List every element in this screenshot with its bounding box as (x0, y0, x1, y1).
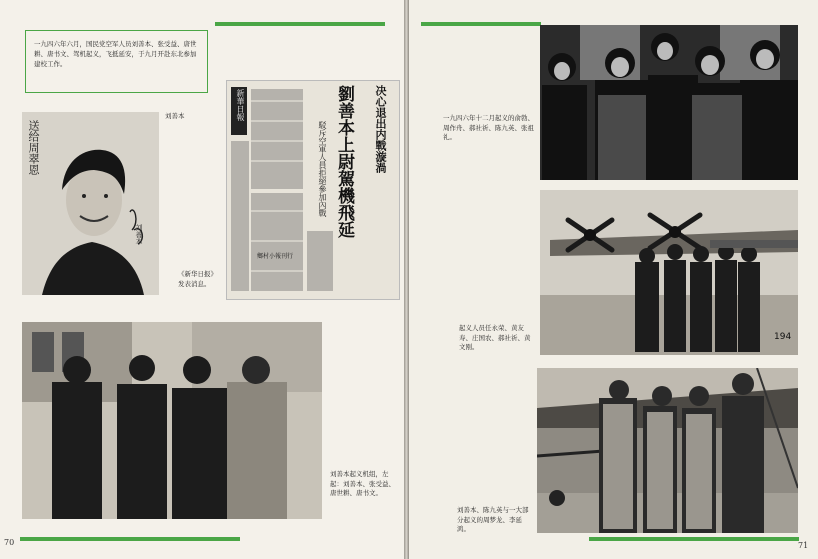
defectors-caption: 一九四六年十二月起义的俞勃、周作舟、郝社祈、陈九英、张祖礼。 (443, 114, 534, 141)
crew-group-drawing (22, 322, 322, 519)
intro-note-text: 一九四六年六月，国民党空军人员刘善本、张受益、唐世耕、唐书文、驾机起义，飞抵延安，于九月开赴东北参加建校工作。 (34, 40, 197, 68)
portrait-signature: 刘善本 (135, 224, 143, 245)
left-green-rule (215, 22, 385, 26)
left-page-number: 70 (4, 538, 15, 547)
newspaper-subheadline: 駁斥空軍人員拒絕參加內戰 (318, 121, 327, 217)
defectors-group-drawing (540, 25, 798, 180)
portrait-inscription: 送给周翠恩 (27, 120, 40, 175)
defectors-group-photo (540, 25, 798, 180)
left-bottom-rule (20, 537, 240, 541)
newspaper-caption: 《新华日报》发表消息。 (178, 270, 217, 288)
newspaper-sub-item: 鄉村小報刊行 (257, 253, 294, 260)
left-page (0, 0, 404, 559)
portrait-caption: 刘善本 (165, 112, 185, 120)
portrait-drawing (22, 112, 159, 295)
newspaper-masthead: 新華日報 (236, 89, 245, 121)
intro-note-box (25, 30, 208, 93)
right-bottom-rule (589, 537, 799, 541)
crew-group-photo (22, 322, 322, 519)
aircraft-crew-caption: 起义人员任永荣、黄友寿、庄国农、郝社祈、黄文刚。 (459, 324, 531, 351)
aircraft-tail-mark: 194 (774, 332, 792, 342)
newspaper-headline-main: 劉善本上尉駕機飛延 (334, 85, 354, 238)
newspaper-clipping (226, 80, 400, 300)
portrait-photo (22, 112, 159, 295)
pilots-biplane-photo (537, 368, 798, 533)
right-page (409, 0, 818, 559)
pilots-biplane-drawing (537, 368, 798, 533)
crew-group-caption: 刘善本起义机组，左起：刘善本、张受益、唐世耕、唐书文。 (330, 470, 395, 497)
newspaper-headline-line1: 决心退出内戰漩渦 (374, 85, 387, 173)
pilots-biplane-caption: 刘善本、陈九英与一大部分起义的周梦龙、李延鸿。 (457, 506, 529, 533)
right-green-rule (421, 22, 541, 26)
right-page-number: 71 (798, 541, 809, 550)
aircraft-crew-photo (540, 190, 798, 355)
aircraft-crew-drawing (540, 190, 798, 355)
